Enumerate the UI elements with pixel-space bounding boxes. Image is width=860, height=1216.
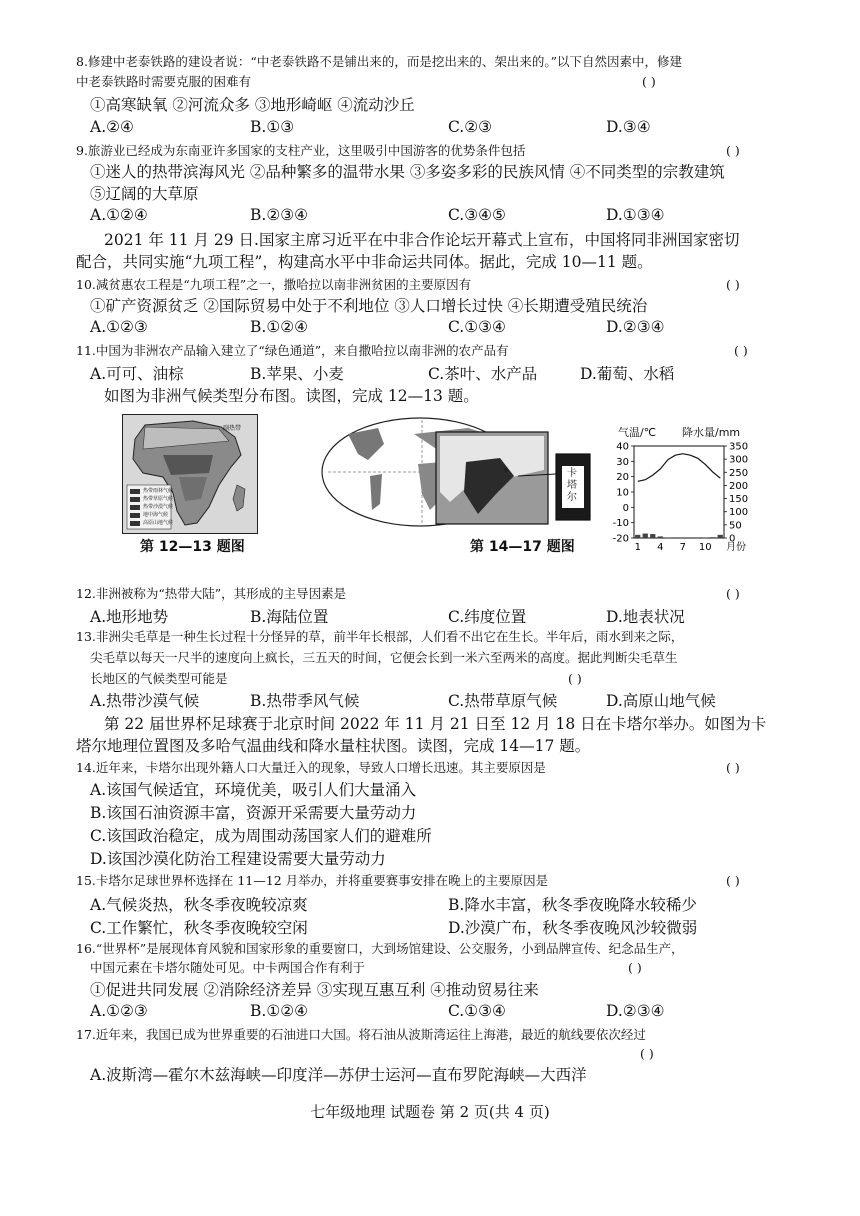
qatar-location-map [318, 414, 594, 532]
precip-bar [650, 534, 655, 538]
q12-options [90, 605, 780, 627]
q8-option-b: B.①③ [250, 118, 295, 136]
q14-option-b: B.该国石油资源丰富，资源开采需要大量劳动力 [90, 804, 417, 822]
q13-options [90, 689, 780, 711]
q12-option-b: B.海陆位置 [250, 608, 329, 626]
y-tick-label: -10 [612, 518, 629, 530]
q16-stem-line2-text: 中国元素在卡塔尔随处可见。中卡两国合作有利于 [90, 960, 366, 975]
chart-title-right: 降水量/mm [682, 426, 741, 439]
intro-14-17-line1: 第 22 届世界杯足球赛于北京时间 2022 年 11 月 21 日至 12 月 18 日在卡塔尔举办。如图为卡 [104, 715, 767, 733]
q17-answer-paren: ( ) [640, 1046, 654, 1061]
q11-option-d: D.葡萄、水稻 [580, 365, 675, 383]
q13-stem-line1: 13.非洲尖毛草是一种生长过程十分怪异的草，前半年长根部，人们看不出它在生长。半年后，雨水到来之际， [76, 629, 684, 644]
q8-stem-line2 [76, 72, 796, 91]
x-tick-label: 10 [698, 542, 712, 553]
precip-bar [718, 535, 723, 538]
y-right-tick-label: 200 [729, 480, 749, 492]
temperature-line [638, 454, 721, 482]
figure-caption-12-13: 第 12—13 题图 [140, 539, 245, 555]
q15-stem-text: 15.卡塔尔足球世界杯选择在 11—12 月举办，并将重要赛事安排在晚上的主要原因是 [76, 873, 549, 888]
precip-bar [710, 537, 715, 538]
legend-item: 热带草原气候 [143, 496, 174, 502]
q15-option-a: A.气候炎热，秋冬季夜晚较凉爽 [90, 896, 308, 914]
q14-option-d: D.该国沙漠化防治工程建设需要大量劳动力 [90, 850, 386, 868]
precip-bar [643, 534, 648, 538]
y-right-tick-label: 300 [729, 454, 749, 466]
legend-item: 地中海气候 [143, 512, 169, 518]
q11-options [90, 362, 780, 384]
q11-option-b: B.苹果、小麦 [250, 365, 344, 383]
q9-option-b: B.②③④ [250, 206, 309, 224]
q16-items: ①促进共同发展 ②消除经济差异 ③实现互惠互利 ④推动贸易往来 [90, 981, 539, 999]
y-tick-label: 0 [622, 502, 629, 514]
y-right-tick-label: 50 [729, 520, 742, 532]
q12-option-d: D.地表状况 [606, 608, 685, 626]
q10-option-b: B.①②④ [250, 318, 309, 336]
q12-option-c: C.纬度位置 [448, 608, 527, 626]
y-right-tick-label: 100 [729, 507, 749, 519]
q15-option-d: D.沙漠广布，秋冬季夜晚风沙较微弱 [448, 919, 698, 937]
q14-option-c: C.该国政治稳定，成为周围动荡国家人们的避难所 [90, 827, 432, 845]
q14-stem [76, 758, 796, 777]
q9-option-c: C.③④⑤ [448, 206, 506, 224]
qatar-label: 卡塔尔 [567, 468, 577, 503]
q16-stem-line1: 16.“世界杯”是展现体育风貌和国家形象的重要窗口，大到场馆建设、公交服务，小到品牌宣传、纪念品生产， [76, 941, 684, 956]
q13-option-a: A.热带沙漠气候 [90, 692, 200, 710]
legend-item: 热带沙漠气候 [143, 504, 174, 510]
q15-answer-paren: ( ) [726, 873, 740, 888]
q10-option-c: C.①③④ [448, 318, 506, 336]
q10-option-a: A.①②③ [90, 318, 148, 336]
q8-options [90, 118, 780, 140]
q9-options [90, 206, 780, 228]
q16-option-d: D.②③④ [606, 1002, 665, 1020]
q11-option-c: C.茶叶、水产品 [428, 365, 538, 383]
x-tick-label: 4 [657, 542, 664, 553]
q16-option-a: A.①②③ [90, 1002, 148, 1020]
q17-option-a: A.波斯湾—霍尔木兹海峡—印度洋—苏伊士运河—直布罗陀海峡—大西洋 [90, 1066, 587, 1084]
q11-option-a: A.可可、油棕 [90, 365, 184, 383]
q13-answer-paren: ( ) [568, 671, 582, 686]
q12-answer-paren: ( ) [726, 586, 740, 601]
intro-14-17-line2: 塔尔地理位置图及多哈气温曲线和降水量柱状图。读图，完成 14—17 题。 [76, 737, 591, 755]
doha-climate-chart [606, 424, 776, 556]
q9-items-line1: ①迷人的热带滨海风光 ②品种繁多的温带水果 ③多姿多彩的民族风情 ④不同类型的宗教建筑 [90, 163, 725, 181]
q15-option-b: B.降水丰富，秋冬季夜晚降水较稀少 [448, 896, 697, 914]
y-tick-label: 30 [616, 456, 629, 468]
q10-items: ①矿产资源贫乏 ②国际贸易中处于不利地位 ③人口增长过快 ④长期遭受殖民统治 [90, 297, 648, 315]
x-tick-label: 7 [679, 542, 686, 553]
q11-stem [76, 341, 796, 360]
q13-stem-line3 [90, 669, 810, 688]
q16-stem-line2 [90, 958, 810, 977]
intro-10-11-line1: 2021 年 11 月 29 日.国家主席习近平在中非合作论坛开幕式上宣布，中国将同非洲国家密切 [104, 231, 740, 249]
africa-climate-map [122, 414, 258, 534]
precip-bar [658, 536, 663, 538]
y-tick-label: 40 [616, 441, 629, 453]
q12-stem [76, 584, 796, 603]
world-map-drawing [318, 414, 594, 532]
intro-10-11-line2: 配合，共同实施“九项工程”，构建高水平中非命运共同体。据此，完成 10—11 题。 [76, 253, 653, 271]
q8-option-d: D.③④ [606, 118, 651, 136]
q9-stem-text: 9.旅游业已经成为东南亚许多国家的支柱产业，这里吸引中国游客的优势条件包括 [76, 143, 526, 158]
q12-option-a: A.地形地势 [90, 608, 169, 626]
q13-option-b: B.热带季风气候 [250, 692, 360, 710]
page-footer: 七年级地理 试题卷 第 2 页(共 4 页) [310, 1103, 550, 1121]
africa-map-legend [143, 487, 173, 527]
q14-answer-paren: ( ) [726, 760, 740, 775]
y-right-tick-label: 250 [729, 467, 749, 479]
x-tick-label: 1 [634, 542, 641, 553]
y-tick-label: 10 [616, 487, 629, 499]
legend-item: 高原山地气候 [143, 520, 174, 526]
q10-stem [76, 275, 796, 294]
q15-stem [76, 871, 796, 890]
q11-answer-paren: ( ) [734, 343, 748, 358]
q9-items-line2: ⑤辽阔的大草原 [90, 185, 199, 203]
q17-stem: 17.近年来，我国已成为世界重要的石油进口大国。将石油从波斯湾运往上海港，最近的航线要依次经过 [76, 1027, 646, 1042]
q9-option-d: D.①③④ [606, 206, 665, 224]
legend-item: 热带雨林气候 [143, 488, 174, 494]
q8-option-a: A.②④ [90, 118, 134, 136]
q9-stem [76, 141, 796, 160]
q13-stem-line3-text: 长地区的气候类型可能是 [90, 671, 228, 686]
q8-items: ①高寒缺氧 ②河流众多 ③地形崎岖 ④流动沙丘 [90, 96, 415, 114]
q13-option-c: C.热带草原气候 [448, 692, 558, 710]
chart-frame [634, 446, 724, 538]
q13-stem-line2: 尖毛草以每天一尺半的速度向上疯长，三五天的时间，它便会长到一米六至两米的高度。据此判断尖毛草生 [90, 650, 678, 665]
q15-option-c: C.工作繁忙，秋冬季夜晚较空闲 [90, 919, 308, 937]
q9-answer-paren: ( ) [726, 143, 740, 158]
q14-option-a: A.该国气候适宜，环境优美，吸引人们大量涌入 [90, 781, 417, 799]
q16-option-c: C.①③④ [448, 1002, 506, 1020]
q8-stem-line2-text: 中老泰铁路时需要克服的困难有 [76, 74, 252, 89]
q14-stem-text: 14.近年来，卡塔尔出现外籍人口大量迁入的现象，导致人口增长迅速。其主要原因是 [76, 760, 546, 775]
q8-stem-line1: 8.修建中老泰铁路的建设者说：“中老泰铁路不是铺出来的，而是挖出来的、架出来的。”以下自然因素中，修建 [76, 54, 682, 69]
y-right-tick-label: 350 [729, 441, 749, 453]
q10-options [90, 318, 780, 340]
q13-option-d: D.高原山地气候 [606, 692, 716, 710]
y-tick-label: 20 [616, 472, 629, 484]
q8-option-c: C.②③ [448, 118, 493, 136]
precip-bar [635, 535, 640, 538]
q15-options-row1 [90, 893, 780, 915]
q10-option-d: D.②③④ [606, 318, 665, 336]
climate-chart-svg [606, 424, 776, 556]
x-unit-label: 月份 [726, 542, 746, 553]
chart-title-left: 气温/℃ [618, 426, 657, 439]
africa-map-label: 副热带 [223, 425, 242, 432]
q10-stem-text: 10.减贫惠农工程是“九项工程”之一，撒哈拉以南非洲贫困的主要原因有 [76, 277, 472, 292]
y-right-tick-label: 150 [729, 494, 749, 506]
q10-answer-paren: ( ) [726, 277, 740, 292]
q16-option-b: B.①②④ [250, 1002, 309, 1020]
y-tick-label: -20 [612, 533, 629, 545]
q15-options-row2 [90, 916, 780, 938]
q11-stem-text: 11.中国为非洲农产品输入建立了“绿色通道”，来自撒哈拉以南非洲的农产品有 [76, 343, 509, 358]
q9-option-a: A.①②④ [90, 206, 148, 224]
q16-options [90, 1002, 780, 1024]
q16-answer-paren: ( ) [628, 960, 642, 975]
y-right-tick-label: 0 [729, 533, 736, 545]
intro-12-13: 如图为非洲气候类型分布图。读图，完成 12—13 题。 [104, 387, 479, 405]
q12-stem-text: 12.非洲被称为“热带大陆”，其形成的主导因素是 [76, 586, 347, 601]
figure-caption-14-17: 第 14—17 题图 [470, 539, 575, 555]
q8-answer-paren: ( ) [642, 74, 656, 89]
